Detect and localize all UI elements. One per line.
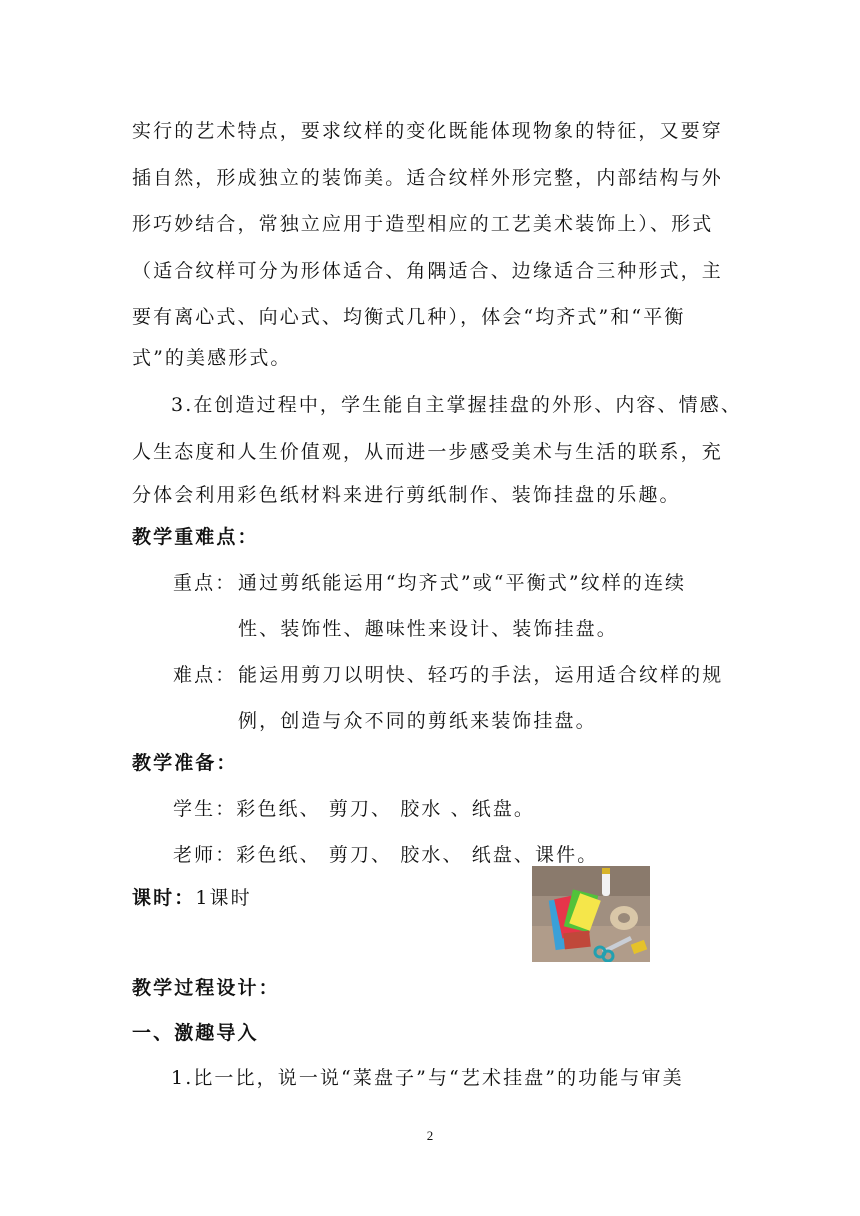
text-line: 插自然，形成独立的装饰美。适合纹样外形完整，内部结构与外: [132, 167, 723, 189]
materials-photo: [532, 866, 650, 962]
section-heading-intro: 一、激趣导入: [132, 1022, 259, 1044]
text-line: 式”的美感形式。: [132, 347, 292, 369]
key-point-text: 性、装饰性、趣味性来设计、装饰挂盘。: [238, 618, 618, 640]
section-heading-difficulty: 教学重难点：: [132, 526, 259, 548]
section-heading-process: 教学过程设计：: [132, 977, 280, 999]
text-line: 分体会利用彩色纸材料来进行剪纸制作、装饰挂盘的乐趣。: [132, 484, 681, 506]
class-period: [132, 883, 252, 910]
student-materials: 学生：彩色纸、 剪刀、 胶水 、纸盘。: [173, 798, 536, 820]
text-line: （适合纹样可分为形体适合、角隅适合、边缘适合三种形式，主: [132, 260, 723, 282]
page-number: 2: [426, 1128, 434, 1143]
difficult-point-text: 能运用剪刀以明快、轻巧的手法，运用适合纹样的规: [238, 664, 724, 686]
process-item: 1.比一比，说一说“菜盘子”与“艺术挂盘”的功能与审美: [171, 1067, 684, 1089]
class-period-label: 课时：: [132, 887, 196, 909]
class-period-value: 1课时: [195, 887, 252, 909]
text-line: 3.在创造过程中，学生能自主掌握挂盘的外形、内容、情感、: [171, 394, 742, 416]
teacher-materials: 老师：彩色纸、 剪刀、 胶水、 纸盘、课件。: [173, 844, 599, 866]
difficult-point-text: 例，创造与众不同的剪纸来装饰挂盘。: [238, 710, 597, 732]
difficult-point-label: 难点：: [173, 664, 237, 686]
text-line: 实行的艺术特点，要求纹样的变化既能体现物象的特征，又要穿: [132, 120, 723, 142]
materials-photo-illustration: [532, 866, 650, 962]
key-point-label: 重点：: [173, 572, 237, 594]
text-line: 形巧妙结合，常独立应用于造型相应的工艺美术装饰上）、形式: [132, 213, 714, 235]
key-point-text: 通过剪纸能运用“均齐式”或“平衡式”纹样的连续: [238, 572, 687, 594]
text-line: 人生态度和人生价值观，从而进一步感受美术与生活的联系，充: [132, 441, 723, 463]
section-heading-preparation: 教学准备：: [132, 752, 238, 774]
text-line: 要有离心式、向心式、均衡式几种），体会“均齐式”和“平衡: [132, 306, 686, 328]
